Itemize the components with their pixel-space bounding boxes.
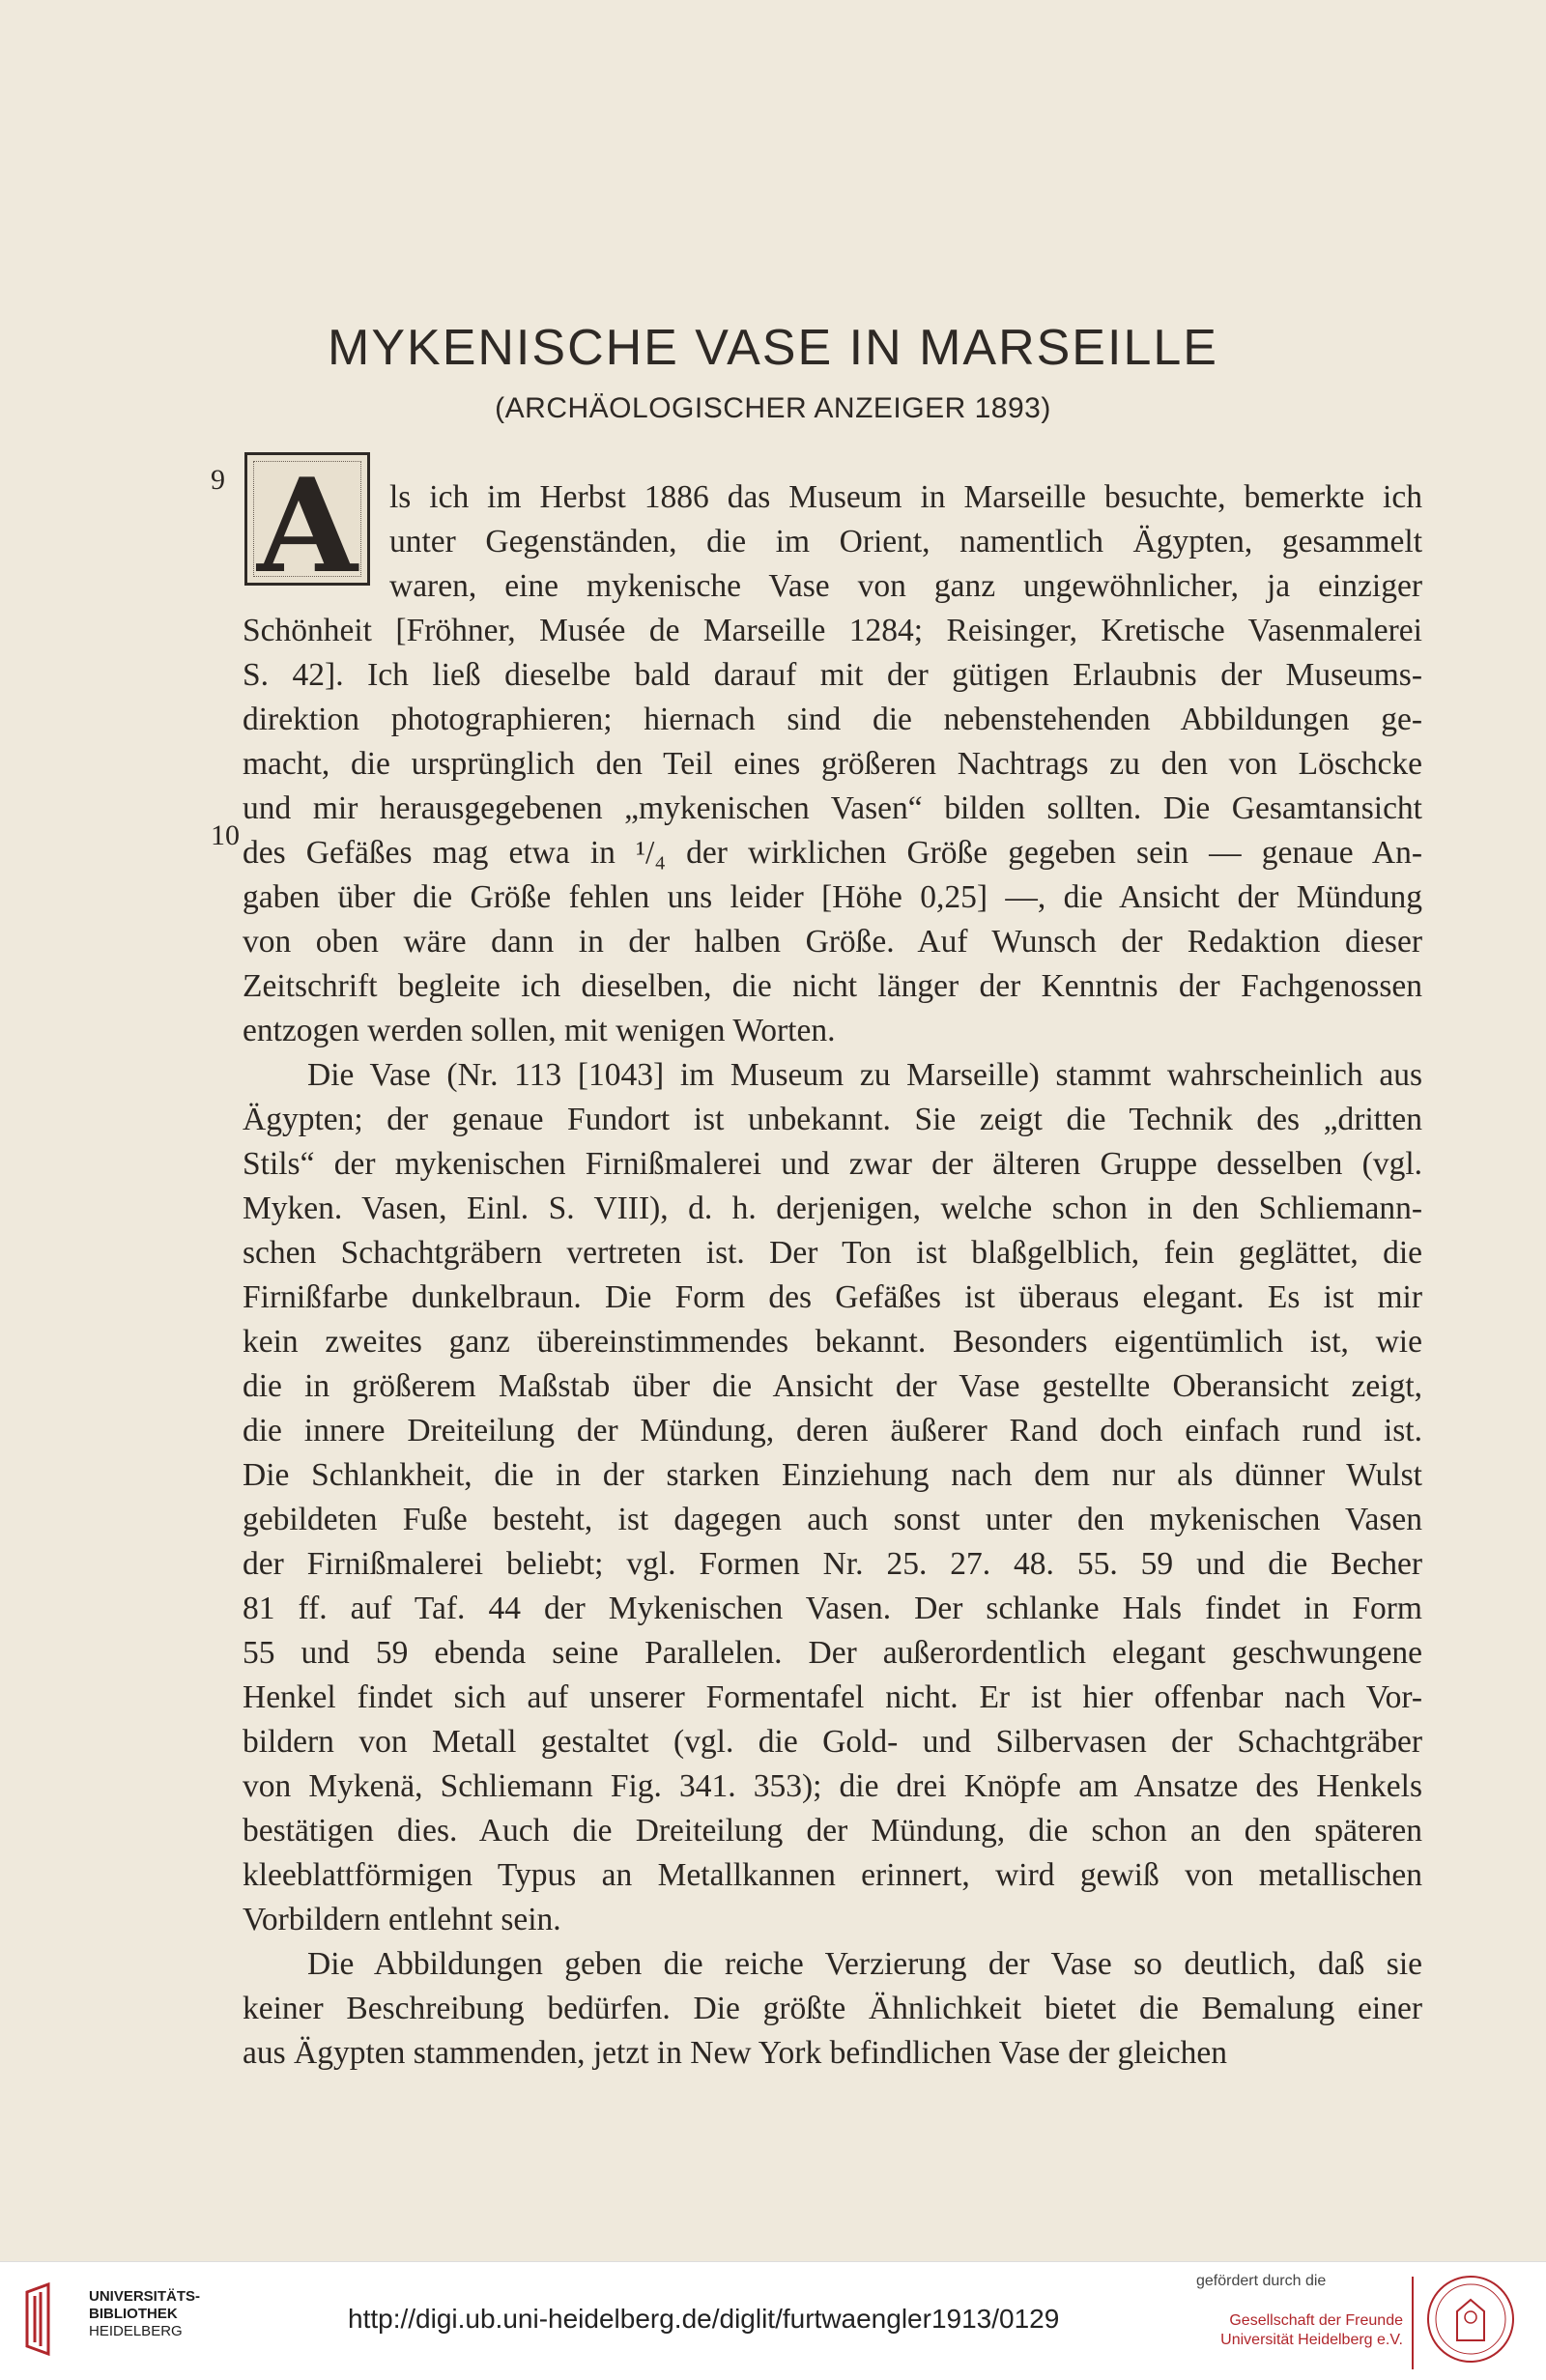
text-line: Vorbildern entlehnt sein. <box>243 1902 561 1937</box>
text-line: kleeblattförmigen Typus an Metallkannen erinnert, wird gewiß von metallischen <box>243 1857 1422 1893</box>
university-seal-icon <box>1424 2273 1517 2366</box>
text-line: Stils“ der mykenischen Firnißmalerei und zwar der älteren Gruppe desselben (vgl. <box>243 1146 1422 1182</box>
text-line: keiner Beschreibung bedürfen. Die größte Ähnlichkeit bietet die Bemalung einer <box>243 1991 1422 2026</box>
text-line: Die Schlankheit, die in der starken Einziehung nach dem nur als dünner Wulst <box>243 1457 1422 1493</box>
society-name-line: Universität Heidelberg e.V. <box>1220 2332 1403 2348</box>
text-line: Die Abbildungen geben die reiche Verzierung der Vase so deutlich, daß sie <box>307 1946 1422 1982</box>
article-subtitle: (ARCHÄOLOGISCHER ANZEIGER 1893) <box>495 392 1051 424</box>
text-line: 81 ff. auf Taf. 44 der Mykenischen Vasen. Der schlanke Hals findet in Form <box>243 1591 1422 1626</box>
ornamental-dropcap <box>244 449 370 602</box>
margin-line-number: 9 <box>211 464 225 496</box>
library-name-line: HEIDELBERG <box>89 2323 183 2339</box>
text-line: direktion photographieren; hiernach sind die nebenstehenden Abbildungen ge- <box>243 702 1422 737</box>
text-line: des Gefäßes mag etwa in ¹/₄ der wirklichen Größe gegeben sein — genaue An- <box>243 835 1422 871</box>
text-line: bildern von Metall gestaltet (vgl. die Gold- und Silbervasen der Schachtgräber <box>243 1724 1422 1760</box>
text-line: von oben wäre dann in der halben Größe. Auf Wunsch der Redaktion dieser <box>243 924 1422 960</box>
text-line: aus Ägypten stammenden, jetzt in New York befindlichen Vase der gleichen <box>243 2035 1228 2071</box>
text-line: ls ich im Herbst 1886 das Museum in Marseille besuchte, bemerkte ich <box>389 479 1422 515</box>
text-line: die in größerem Maßstab über die Ansicht der Vase gestellte Oberansicht zeigt, <box>243 1368 1422 1404</box>
text-line: kein zweites ganz übereinstimmendes bekannt. Besonders eigentümlich ist, wie <box>243 1324 1422 1360</box>
dropcap-letter: A <box>257 449 358 602</box>
text-line: schen Schachtgräbern vertreten ist. Der Ton ist blaßgelblich, fein geglättet, die <box>243 1235 1422 1271</box>
society-name <box>1196 2311 1403 2350</box>
university-library-logo-icon <box>19 2282 79 2360</box>
text-line: Ägypten; der genaue Fundort ist unbekannt. Sie zeigt die Technik des „dritten <box>243 1102 1422 1137</box>
library-name <box>89 2288 200 2340</box>
margin-line-number: 10 <box>211 819 240 851</box>
permalink-url[interactable]: http://digi.ub.uni-heidelberg.de/diglit/furtwaengler1913/0129 <box>348 2304 1060 2334</box>
text-line: Schönheit [Fröhner, Musée de Marseille 1284; Reisinger, Kretische Vasenmalerei <box>243 613 1422 648</box>
society-name-line: Gesellschaft der Freunde <box>1229 2312 1403 2329</box>
text-line: unter Gegenständen, die im Orient, namentlich Ägypten, gesammelt <box>389 524 1422 559</box>
text-line: macht, die ursprünglich den Teil eines größeren Nachtrags zu den von Löschcke <box>243 746 1422 782</box>
footer-separator <box>1412 2277 1414 2369</box>
text-line: und mir herausgegebenen „mykenischen Vasen“ bilden sollten. Die Gesamtansicht <box>243 790 1422 826</box>
text-line: die innere Dreiteilung der Mündung, deren äußerer Rand doch einfach rund ist. <box>243 1413 1422 1448</box>
text-line: Myken. Vasen, Einl. S. VIII), d. h. derjenigen, welche schon in den Schliemann- <box>243 1190 1422 1226</box>
text-line: von Mykenä, Schliemann Fig. 341. 353); die drei Knöpfe am Ansatze des Henkels <box>243 1768 1422 1804</box>
text-line: gebildeten Fuße besteht, ist dagegen auch sonst unter den mykenischen Vasen <box>243 1502 1422 1537</box>
library-name-line: UNIVERSITÄTS- <box>89 2288 201 2305</box>
text-line: Firnißfarbe dunkelbraun. Die Form des Gefäßes ist überaus elegant. Es ist mir <box>243 1279 1422 1315</box>
text-line: waren, eine mykenische Vase von ganz ungewöhnlicher, ja einziger <box>389 568 1422 604</box>
text-line: Die Vase (Nr. 113 [1043] im Museum zu Marseille) stammt wahrscheinlich aus <box>307 1057 1422 1093</box>
sponsor-label: gefördert durch die <box>1196 2273 1327 2289</box>
text-line: Henkel findet sich auf unserer Formentafel nicht. Er ist hier offenbar nach Vor- <box>243 1679 1422 1715</box>
text-line: der Firnißmalerei beliebt; vgl. Formen Nr. 25. 27. 48. 55. 59 und die Becher <box>243 1546 1422 1582</box>
text-line: entzogen werden sollen, mit wenigen Worten. <box>243 1013 836 1048</box>
text-line: S. 42]. Ich ließ dieselbe bald darauf mit der gütigen Erlaubnis der Museums- <box>243 657 1422 693</box>
text-line: 55 und 59 ebenda seine Parallelen. Der außerordentlich elegant geschwungene <box>243 1635 1422 1671</box>
text-line: gaben über die Größe fehlen uns leider [Höhe 0,25] —, die Ansicht der Mündung <box>243 879 1422 915</box>
text-line: bestätigen dies. Auch die Dreiteilung der Mündung, die schon an den späteren <box>243 1813 1422 1849</box>
text-line: Zeitschrift begleite ich dieselben, die nicht länger der Kenntnis der Fachgenossen <box>243 968 1422 1004</box>
library-name-line: BIBLIOTHEK <box>89 2306 178 2322</box>
article-title: MYKENISCHE VASE IN MARSEILLE <box>328 320 1218 376</box>
